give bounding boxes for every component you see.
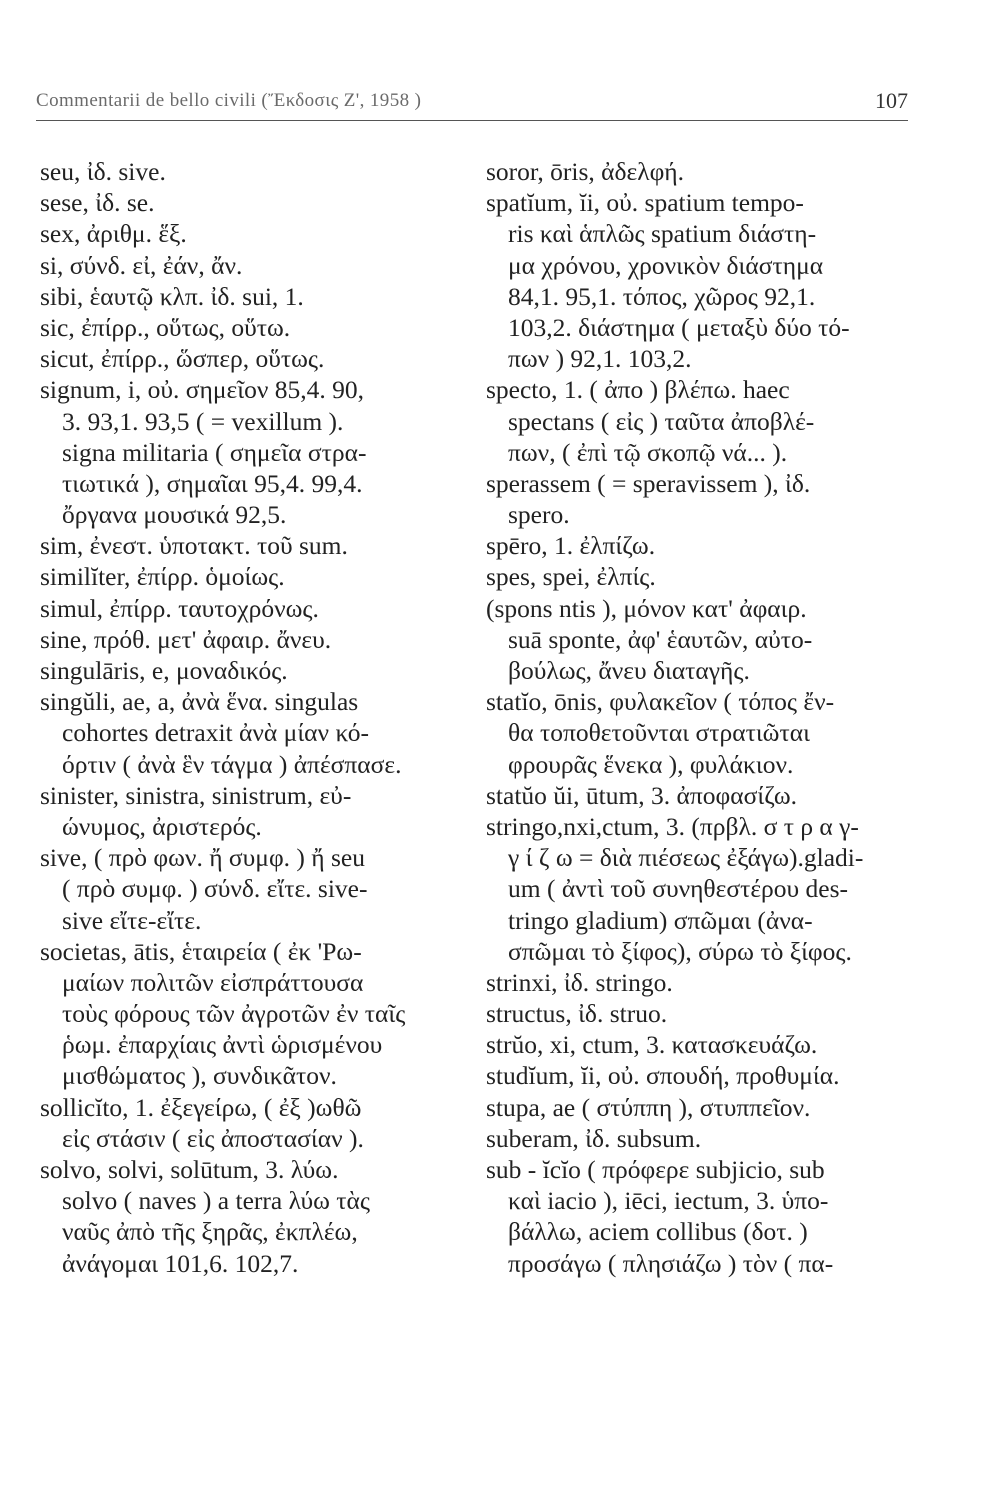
dictionary-line: φρουρᾶς ἕνεκα ), φυλάκιον. [508, 749, 794, 779]
dictionary-line: τιωτικά ), σημαῖαι 95,4. 99,4. [62, 468, 363, 498]
dictionary-line: sub - ĭcĭo ( πρόφερε subjicio, sub [486, 1155, 825, 1184]
dictionary-line: sibi, ἑαυτῷ κλπ. ἰδ. sui, 1. [40, 281, 304, 311]
dictionary-line: ναῦς ἀπὸ τῆς ξηρᾶς, ἐκπλέω, [62, 1217, 358, 1247]
dictionary-line: societas, ātis, ἑταιρεία ( ἐκ 'Ρω- [40, 936, 362, 966]
dictionary-line: βούλως, ἄνευ διαταγῆς. [508, 656, 750, 685]
dictionary-line: (spons ntis ), μόνον κατ' ἀφαιρ. [486, 593, 807, 623]
dictionary-line: ( πρὸ συμφ. ) σύνδ. εἴτε. sive- [62, 874, 368, 904]
dictionary-line: solvo ( naves ) a terra λύω τὰς [62, 1186, 370, 1216]
dictionary-line: 84,1. 95,1. τόπος, χῶρος 92,1. [508, 281, 816, 311]
dictionary-line: θα τοποθετοῦνται στρατιῶται [508, 718, 810, 748]
dictionary-line: μισθώματος ), συνδικᾶτον. [62, 1061, 337, 1091]
dictionary-line: όρτιν ( ἀνὰ ἓν τάγμα ) ἀπέσπασε. [62, 749, 402, 779]
dictionary-line: signum, i, οὐ. σημεῖον 85,4. 90, [40, 375, 365, 405]
dictionary-line: σπῶμαι τὸ ξίφος), σύρω τὸ ξίφος. [508, 936, 852, 966]
dictionary-line: 103,2. διάστημα ( μεταξὺ δύο τό- [508, 312, 850, 342]
dictionary-line: sex, ἀριθμ. ἕξ. [40, 219, 187, 249]
dictionary-line: stupa, ae ( στύππη ), στυππεῖον. [486, 1092, 811, 1122]
dictionary-line: πων ) 92,1. 103,2. [508, 344, 692, 374]
dictionary-line: similĭter, ἐπίρρ. ὁμοίως. [40, 562, 285, 592]
dictionary-line: sine, πρόθ. μετ' ἀφαιρ. ἄνευ. [40, 624, 332, 654]
dictionary-line: προσάγω ( πλησιάζω ) τὸν ( πα- [508, 1248, 834, 1278]
dictionary-line: sinister, sinistra, sinistrum, εὐ- [40, 780, 352, 810]
dictionary-line: simul, ἐπίρρ. ταυτοχρόνως. [40, 593, 319, 623]
dictionary-line: πων, ( ἐπὶ τῷ σκοπῷ νά... ). [508, 437, 788, 467]
dictionary-line: τοὺς φόρους τῶν ἀγροτῶν ἐν ταῖς [62, 999, 406, 1029]
dictionary-line: sollicĭto, 1. ἐξεγείρω, ( ἐξ )ωθῶ [40, 1092, 362, 1122]
dictionary-line: 3. 93,1. 93,5 ( = vexillum ). [62, 406, 344, 436]
dictionary-line: soror, ōris, ἀδελφή. [486, 157, 685, 186]
dictionary-line: suberam, ἰδ. subsum. [486, 1123, 702, 1153]
dictionary-line: si, σύνδ. εἰ, ἐάν, ἄν. [40, 250, 243, 280]
dictionary-line: strŭo, xi, ctum, 3. κατασκευάζω. [486, 1030, 818, 1060]
dictionary-line: signa militaria ( σημεῖα στρα- [62, 437, 367, 467]
dictionary-line: ἀνάγομαι 101,6. 102,7. [62, 1248, 299, 1278]
dictionary-line: sese, ἰδ. se. [40, 188, 155, 218]
dictionary-line: ὄργανα μουσικά 92,5. [62, 500, 287, 530]
left-column [40, 156, 465, 1279]
dictionary-line: statĭo, ōnis, φυλακεῖον ( τόπος ἔν- [486, 687, 835, 717]
dictionary-line: καὶ iacio ), iēci, iectum, 3. ὑπο- [508, 1186, 829, 1216]
dictionary-line: singŭli, ae, a, ἀνὰ ἕνα. singulas [40, 687, 359, 717]
dictionary-line: sive, ( πρὸ φων. ἤ συμφ. ) ἤ seu [40, 843, 365, 873]
dictionary-line: βάλλω, aciem collibus (δοτ. ) [508, 1217, 808, 1247]
dictionary-line: seu, ἰδ. sive. [40, 157, 166, 186]
right-column [486, 156, 926, 1279]
dictionary-line: sicut, ἐπίρρ., ὥσπερ, οὕτως. [40, 344, 325, 374]
dictionary-line: studĭum, ĭi, οὐ. σπουδή, προθυμία. [486, 1061, 840, 1091]
dictionary-line: ῥωμ. ἐπαρχίαις ἀντὶ ὡρισμένου [62, 1030, 383, 1060]
dictionary-line: μα χρόνου, χρονικὸν διάστημα [508, 250, 824, 280]
dictionary-line: spatĭum, ĭi, οὐ. spatium tempo- [486, 188, 804, 218]
dictionary-line: spēro, 1. ἐλπίζω. [486, 531, 656, 561]
dictionary-line: stringo,nxi,ctum, 3. (πρβλ. σ τ ρ α γ- [486, 811, 859, 841]
running-head: Commentarii de bello civili (Ἔκδοσις Ζ', 1958 ) [36, 90, 422, 111]
dictionary-line: sive εἴτε-εἴτε. [62, 905, 202, 935]
dictionary-line: cohortes detraxit ἀνὰ μίαν κό- [62, 718, 369, 748]
dictionary-line: spero. [508, 500, 570, 530]
dictionary-line: μαίων πολιτῶν εἰσπράττουσα [62, 967, 364, 997]
dictionary-line: εἰς στάσιν ( εἰς ἀποστασίαν ). [62, 1123, 364, 1153]
dictionary-line: sperassem ( = speravissem ), ἰδ. [486, 468, 811, 498]
dictionary-line: ris καὶ ἁπλῶς spatium διάστη- [508, 219, 817, 249]
dictionary-line: sim, ἐνεστ. ὑποτακτ. τοῦ sum. [40, 531, 348, 561]
dictionary-line: tringo gladium) σπῶμαι (ἀνα- [508, 905, 813, 935]
dictionary-line: statŭo ŭi, ūtum, 3. ἀποφασίζω. [486, 780, 798, 810]
dictionary-line: specto, 1. ( ἀπο ) βλέπω. haec [486, 375, 790, 405]
dictionary-line: sic, ἐπίρρ., οὕτως, οὕτω. [40, 312, 291, 342]
dictionary-line: spes, spei, ἐλπίς. [486, 562, 656, 592]
dictionary-line: um ( ἀντὶ τοῦ συνηθεστέρου des- [508, 874, 849, 904]
dictionary-line: ώνυμος, ἀριστερός. [62, 811, 262, 841]
dictionary-line: γ ί ζ ω = διὰ πιέσεως ἐξάγω).gladi- [508, 843, 864, 873]
dictionary-line: singulāris, e, μοναδικός. [40, 656, 288, 685]
dictionary-line: solvo, solvi, solūtum, 3. λύω. [40, 1155, 339, 1184]
dictionary-line: structus, ἰδ. struo. [486, 999, 668, 1029]
dictionary-line: spectans ( εἰς ) ταῦτα ἀποβλέ- [508, 406, 815, 436]
dictionary-line: strinxi, ἰδ. stringo. [486, 967, 673, 997]
dictionary-line: suā sponte, ἀφ' ἑαυτῶν, αὐτο- [508, 624, 813, 654]
page-header [36, 86, 908, 121]
page-number: 107 [875, 88, 908, 113]
